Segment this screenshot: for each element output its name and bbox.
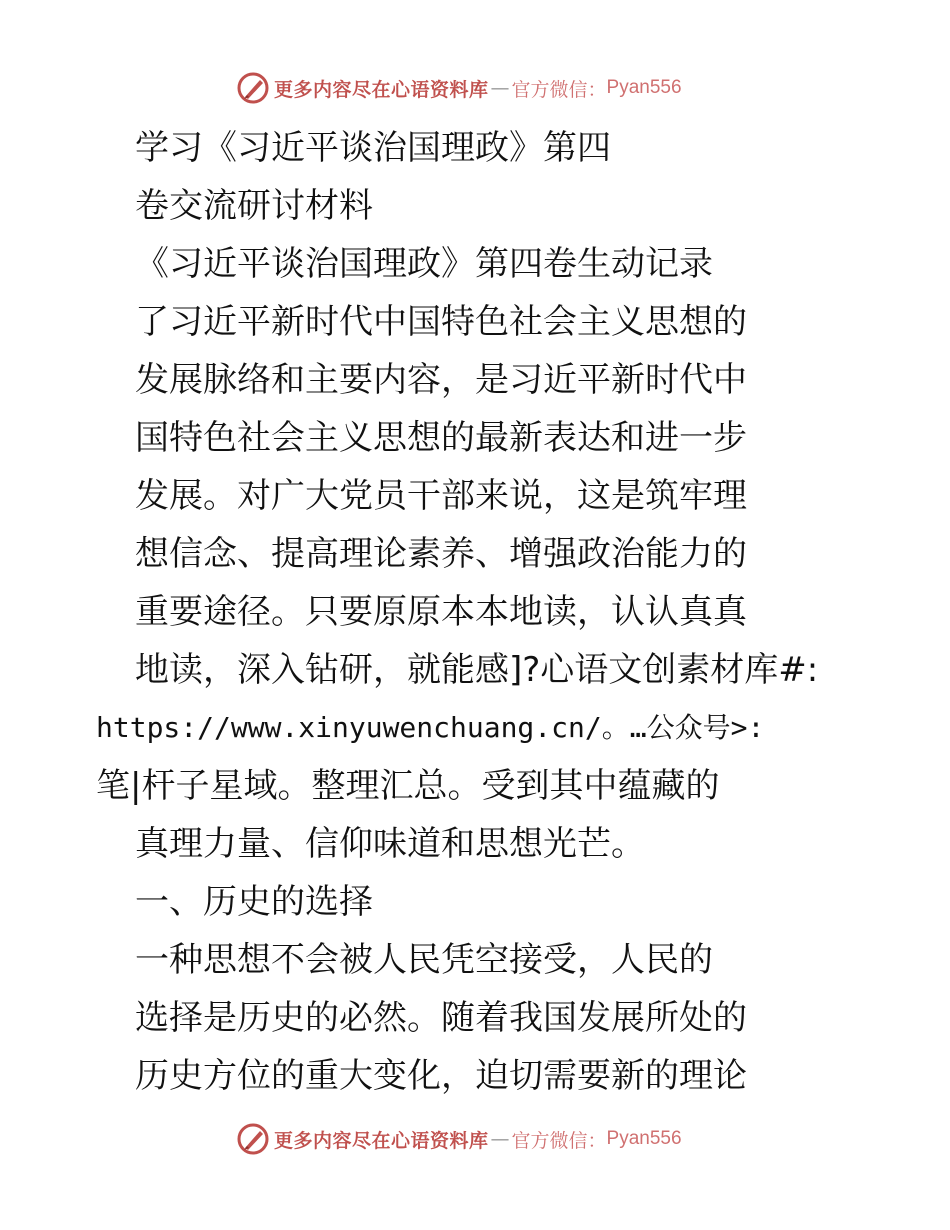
watermark-dash: —	[490, 77, 510, 99]
paragraph-line: 重要途径。只要原原本本地读，认认真真	[135, 592, 747, 632]
paragraph-line: 真理力量、信仰味道和思想光芒。	[135, 824, 645, 864]
watermark-wechat-id: Pyan556	[606, 1128, 682, 1149]
paragraph-line: 笔|杆子星域。整理汇总。受到其中蕴藏的	[96, 766, 720, 806]
header-watermark	[236, 70, 682, 106]
paragraph-line: 想信念、提高理论素养、增强政治能力的	[135, 534, 747, 574]
watermark-label: 官方微信：	[511, 78, 607, 101]
paragraph-line: 了习近平新时代中国特色社会主义思想的	[135, 302, 747, 342]
watermark-site-text: 更多内容尽在心语资料库	[274, 78, 489, 101]
watermark-label: 官方微信：	[511, 1129, 607, 1152]
watermark-wechat-id: Pyan556	[606, 77, 682, 98]
title-line-1: 学习《习近平谈治国理政》第四	[135, 128, 611, 168]
footer-watermark	[236, 1121, 682, 1157]
quill-pen-circle-icon	[236, 1122, 270, 1156]
paragraph-line: 地读，深入钻研，就能感]?心语文创素材库#:	[135, 650, 819, 690]
quill-pen-circle-icon	[236, 71, 270, 105]
paragraph-line: 选择是历史的必然。随着我国发展所处的	[135, 998, 747, 1038]
paragraph-line: 《习近平谈治国理政》第四卷生动记录	[135, 244, 713, 284]
watermark-site-text: 更多内容尽在心语资料库	[274, 1129, 489, 1152]
paragraph-line: 发展。对广大党员干部来说，这是筑牢理	[135, 476, 747, 516]
url-line: https://www.xinyuwenchuang.cn/。…公众号>:	[96, 711, 765, 744]
paragraph-line: 国特色社会主义思想的最新表达和进一步	[135, 418, 747, 458]
title-line-2: 卷交流研讨材料	[135, 186, 373, 226]
watermark-dash: —	[490, 1128, 510, 1150]
paragraph-line: 历史方位的重大变化，迫切需要新的理论	[135, 1056, 747, 1096]
paragraph-line: 发展脉络和主要内容，是习近平新时代中	[135, 360, 747, 400]
section-heading: 一、历史的选择	[135, 882, 373, 922]
paragraph-line: 一种思想不会被人民凭空接受，人民的	[135, 940, 713, 980]
